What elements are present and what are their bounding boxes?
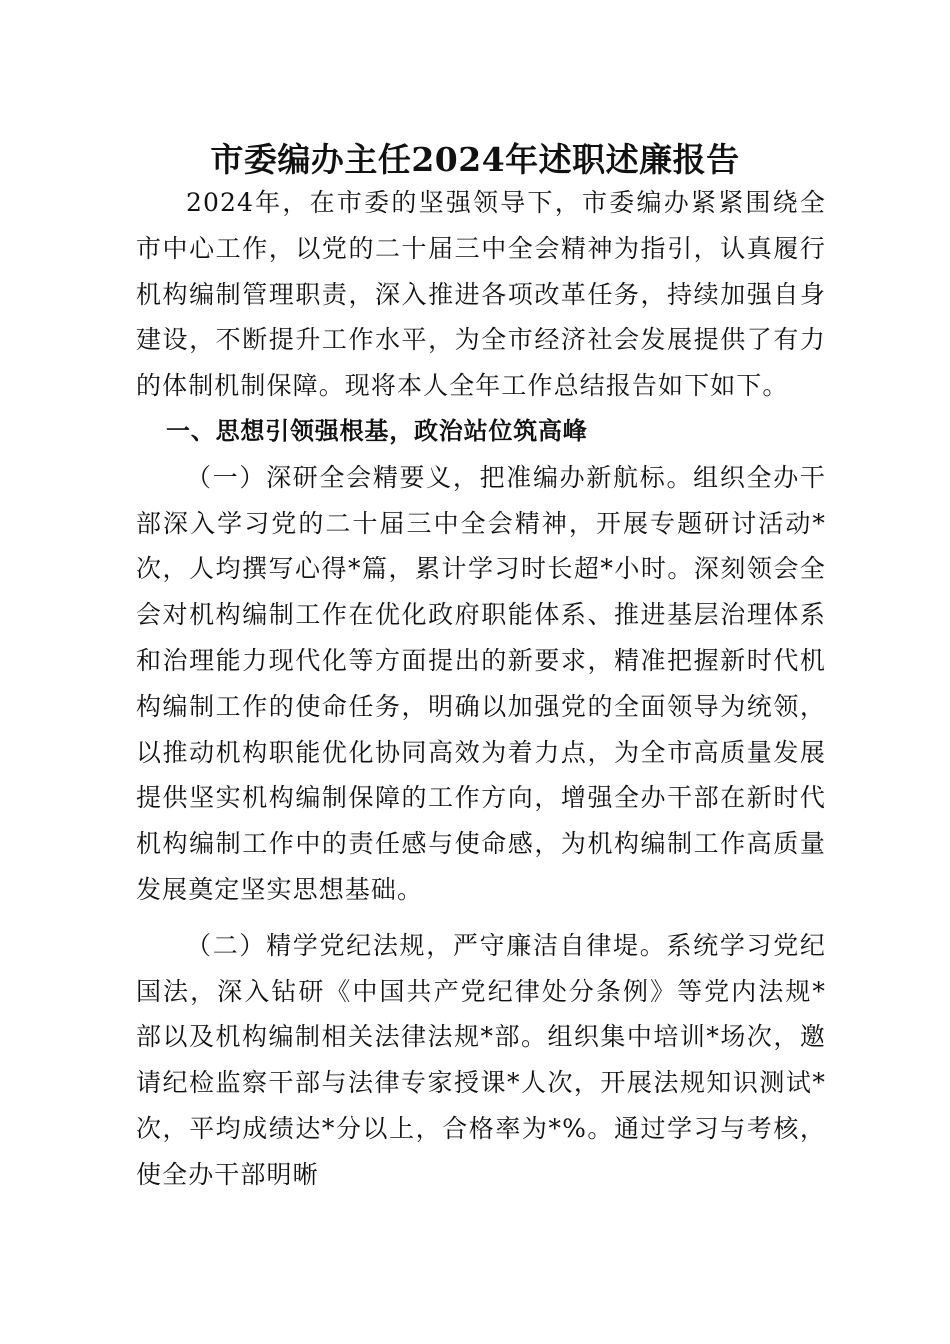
section1-paragraph-1: （一）深研全会精要义，把准编办新航标。组织全办干部深入学习党的二十届三中全会精神，开展专题研讨活动*次，人均撰写心得*篇，累计学习时长超*小时。深刻领会全会对机构编制工作在优化政府职能体系、推进基层治理体系和治理能力现代化等方面提出的新要求，精准把握新时代机构编制工作的使命任务，明确以加强党的全面领导为统领，以推动机构职能优化协同高效为着力点，为全市高质量发展提供坚实机构编制保障的工作方向，增强全办干部在新时代机构编制工作中的责任感与使命感，为机构编制工作高质量发展奠定坚实思想基础。 (136, 462, 826, 904)
document-title: 市委编办主任2024年述职述廉报告 (210, 140, 740, 179)
document-body (136, 180, 826, 1198)
section-heading-1: 一、思想引领强根基，政治站位筑高峰 (166, 416, 588, 445)
section1-paragraph-2: （二）精学党纪法规，严守廉洁自律堤。系统学习党纪国法，深入钻研《中国共产党纪律处分条例》等党内法规*部以及机构编制相关法律法规*部。组织集中培训*场次，邀请纪检监察干部与法律专家授课*人次，开展法规知识测试*次，平均成绩达*分以上，合格率为*%。通过学习与考核，使全办干部明晰 (136, 930, 826, 1189)
intro-paragraph: 2024年，在市委的坚强领导下，市委编办紧紧围绕全市中心工作，以党的二十届三中全会精神为指引，认真履行机构编制管理职责，深入推进各项改革任务，持续加强自身建设，不断提升工作水平，为全市经济社会发展提供了有力的体制机制保障。现将本人全年工作总结报告如下如下。 (136, 188, 826, 401)
